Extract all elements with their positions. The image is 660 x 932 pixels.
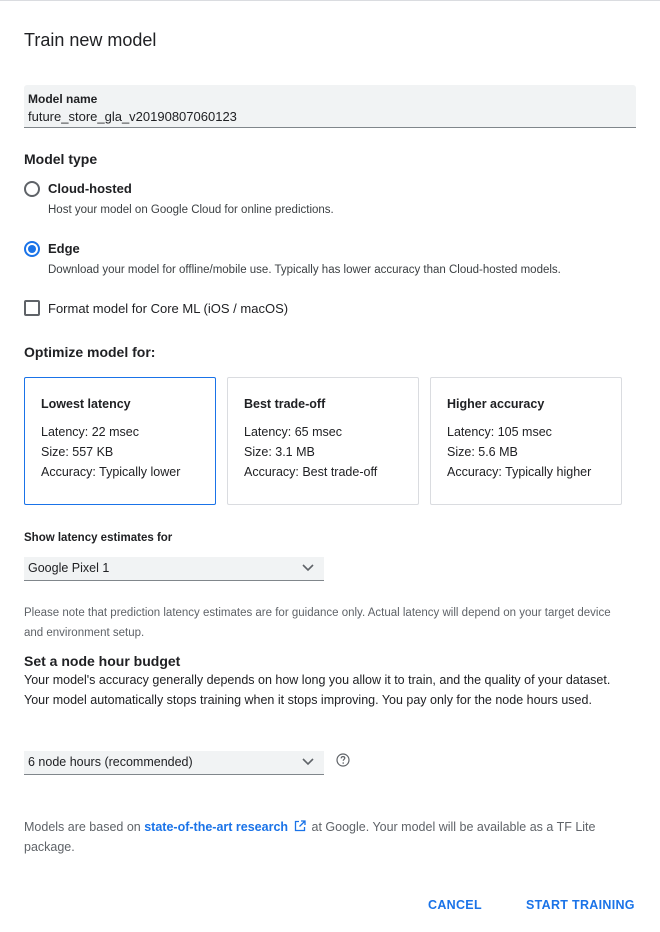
footer-note [24, 817, 634, 857]
latency-estimates-label: Show latency estimates for [24, 532, 173, 544]
cloud-hosted-description: Host your model on Google Cloud for online predictions. [48, 204, 334, 216]
model-name-input[interactable]: future_store_gla_v20190807060123 [28, 109, 237, 124]
card-size: Size: 3.1 MB [244, 445, 315, 459]
dialog-title: Train new model [24, 30, 157, 50]
edge-description: Download your model for offline/mobile use. Typically has lower accuracy than Cloud-hosted models. [48, 264, 561, 276]
core-ml-checkbox[interactable] [24, 300, 40, 316]
card-title: Higher accuracy [447, 397, 545, 411]
model-type-heading: Model type [24, 151, 98, 167]
footer-suffix: at Google. Your model will be available as a TF Lite package. [24, 820, 596, 854]
start-training-button[interactable]: START TRAINING [526, 898, 635, 912]
model-name-label: Model name [28, 92, 98, 106]
card-latency: Latency: 105 msec [447, 425, 552, 439]
card-latency: Latency: 22 msec [41, 425, 139, 439]
optimize-heading: Optimize model for: [24, 344, 156, 360]
device-select[interactable] [24, 557, 324, 581]
footer-prefix: Models are based on [24, 820, 141, 834]
budget-heading: Set a node hour budget [24, 653, 181, 669]
card-accuracy: Accuracy: Typically higher [447, 465, 592, 479]
card-title: Lowest latency [41, 397, 131, 411]
card-lowest-latency[interactable] [24, 377, 216, 505]
top-divider [0, 0, 660, 1]
budget-description: Your model's accuracy generally depends on how long you allow it to train, and the quality of your dataset. Your model automatically stops training when it stops improving. You pay only for the node hours used. [24, 673, 611, 707]
core-ml-label[interactable]: Format model for Core ML (iOS / macOS) [48, 301, 289, 316]
edge-label[interactable]: Edge [48, 241, 80, 256]
cloud-hosted-label[interactable]: Cloud-hosted [48, 181, 132, 196]
chevron-down-icon [302, 563, 314, 573]
node-hours-select[interactable] [24, 751, 324, 775]
card-title: Best trade-off [244, 397, 326, 411]
device-select-value: Google Pixel 1 [28, 561, 110, 575]
model-name-field[interactable] [24, 85, 636, 128]
card-accuracy: Accuracy: Best trade-off [244, 465, 378, 479]
card-latency: Latency: 65 msec [244, 425, 342, 439]
external-link-icon[interactable] [294, 820, 306, 832]
card-best-trade-off[interactable] [227, 377, 419, 505]
cancel-button[interactable]: CANCEL [428, 898, 482, 912]
chevron-down-icon [302, 757, 314, 767]
card-size: Size: 557 KB [41, 445, 114, 459]
help-circle-icon[interactable] [336, 753, 350, 767]
latency-note: Please note that prediction latency estimates are for guidance only. Actual latency will depend on your target device and environment setup. [24, 607, 611, 639]
card-size: Size: 5.6 MB [447, 445, 518, 459]
edge-radio[interactable] [24, 241, 40, 257]
cloud-hosted-radio[interactable] [24, 181, 40, 197]
node-hours-select-value: 6 node hours (recommended) [28, 755, 193, 769]
research-link[interactable]: state-of-the-art research [144, 820, 289, 834]
card-accuracy: Accuracy: Typically lower [41, 465, 181, 479]
card-higher-accuracy[interactable] [430, 377, 622, 505]
